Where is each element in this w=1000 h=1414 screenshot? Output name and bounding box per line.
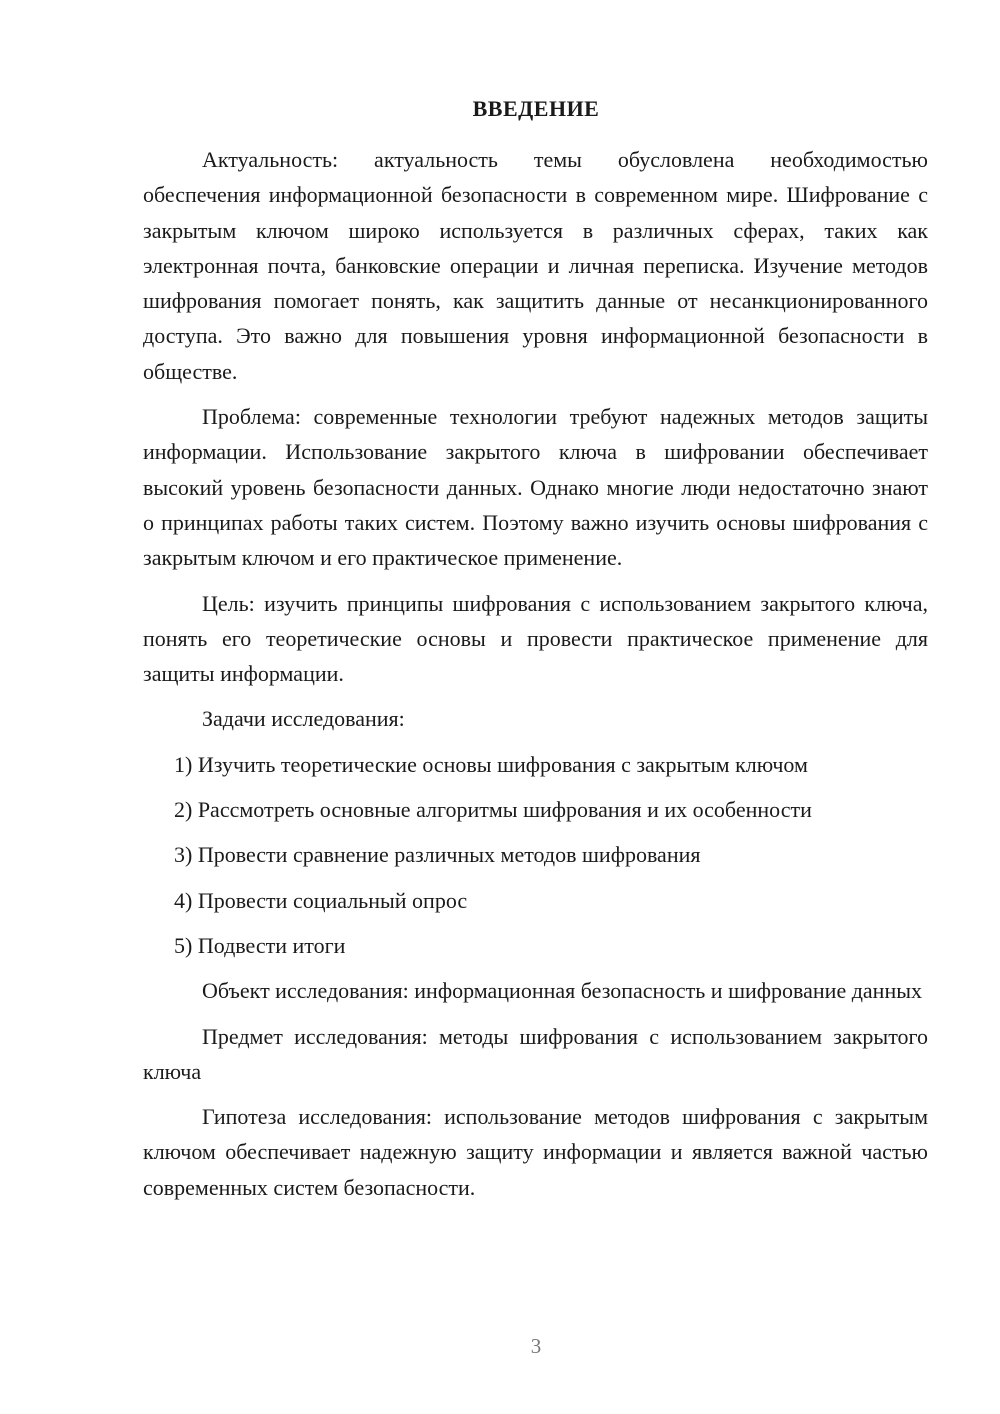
relevance-paragraph: Актуальность: актуальность темы обусловлена необходимостью обеспечения информационной безопасности в современном мире. Шифрование с закрытым ключом широко используется в различных сферах, таких как электронная почта, банковские операции и личная переписка. Изучение методов шифрования помогает понять, как защитить данные от несанкционированного доступа. Это важно для повышения уровня информационной безопасности в обществе. bbox=[143, 147, 928, 384]
subject-paragraph: Предмет исследования: методы шифрования с использованием закрытого ключа bbox=[143, 1023, 928, 1084]
list-item: 1) Изучить теоретические основы шифрования с закрытым ключом bbox=[174, 751, 808, 777]
tasks-heading: Задачи исследования: bbox=[202, 706, 405, 732]
object-paragraph: Объект исследования: информационная безопасность и шифрование данных bbox=[202, 978, 922, 1004]
list-item: 4) Провести социальный опрос bbox=[174, 887, 468, 913]
hypothesis-paragraph: Гипотеза исследования: использование методов шифрования с закрытым ключом обеспечивает надежную защиту информации и является важной частью современных систем безопасности. bbox=[143, 1104, 928, 1200]
problem-paragraph: Проблема: современные технологии требуют надежных методов защиты информации. Использование закрытого ключа в шифровании обеспечивает высокий уровень безопасности данных. Однако многие люди недостаточно знают о принципах работы таких систем. Поэтому важно изучить основы шифрования с закрытым ключом и его практическое применение. bbox=[143, 404, 928, 571]
list-item: 5) Подвести итоги bbox=[174, 932, 346, 958]
page-title: ВВЕДЕНИЕ bbox=[472, 96, 600, 121]
page-number: 3 bbox=[530, 1334, 542, 1358]
tasks-list bbox=[143, 747, 928, 963]
document-body bbox=[143, 142, 928, 1215]
list-item: 3) Провести сравнение различных методов шифрования bbox=[174, 842, 701, 868]
goal-paragraph: Цель: изучить принципы шифрования с использованием закрытого ключа, понять его теоретические основы и провести практическое применение для защиты информации. bbox=[143, 590, 928, 687]
list-item: 2) Рассмотреть основные алгоритмы шифрования и их особенности bbox=[174, 797, 812, 823]
